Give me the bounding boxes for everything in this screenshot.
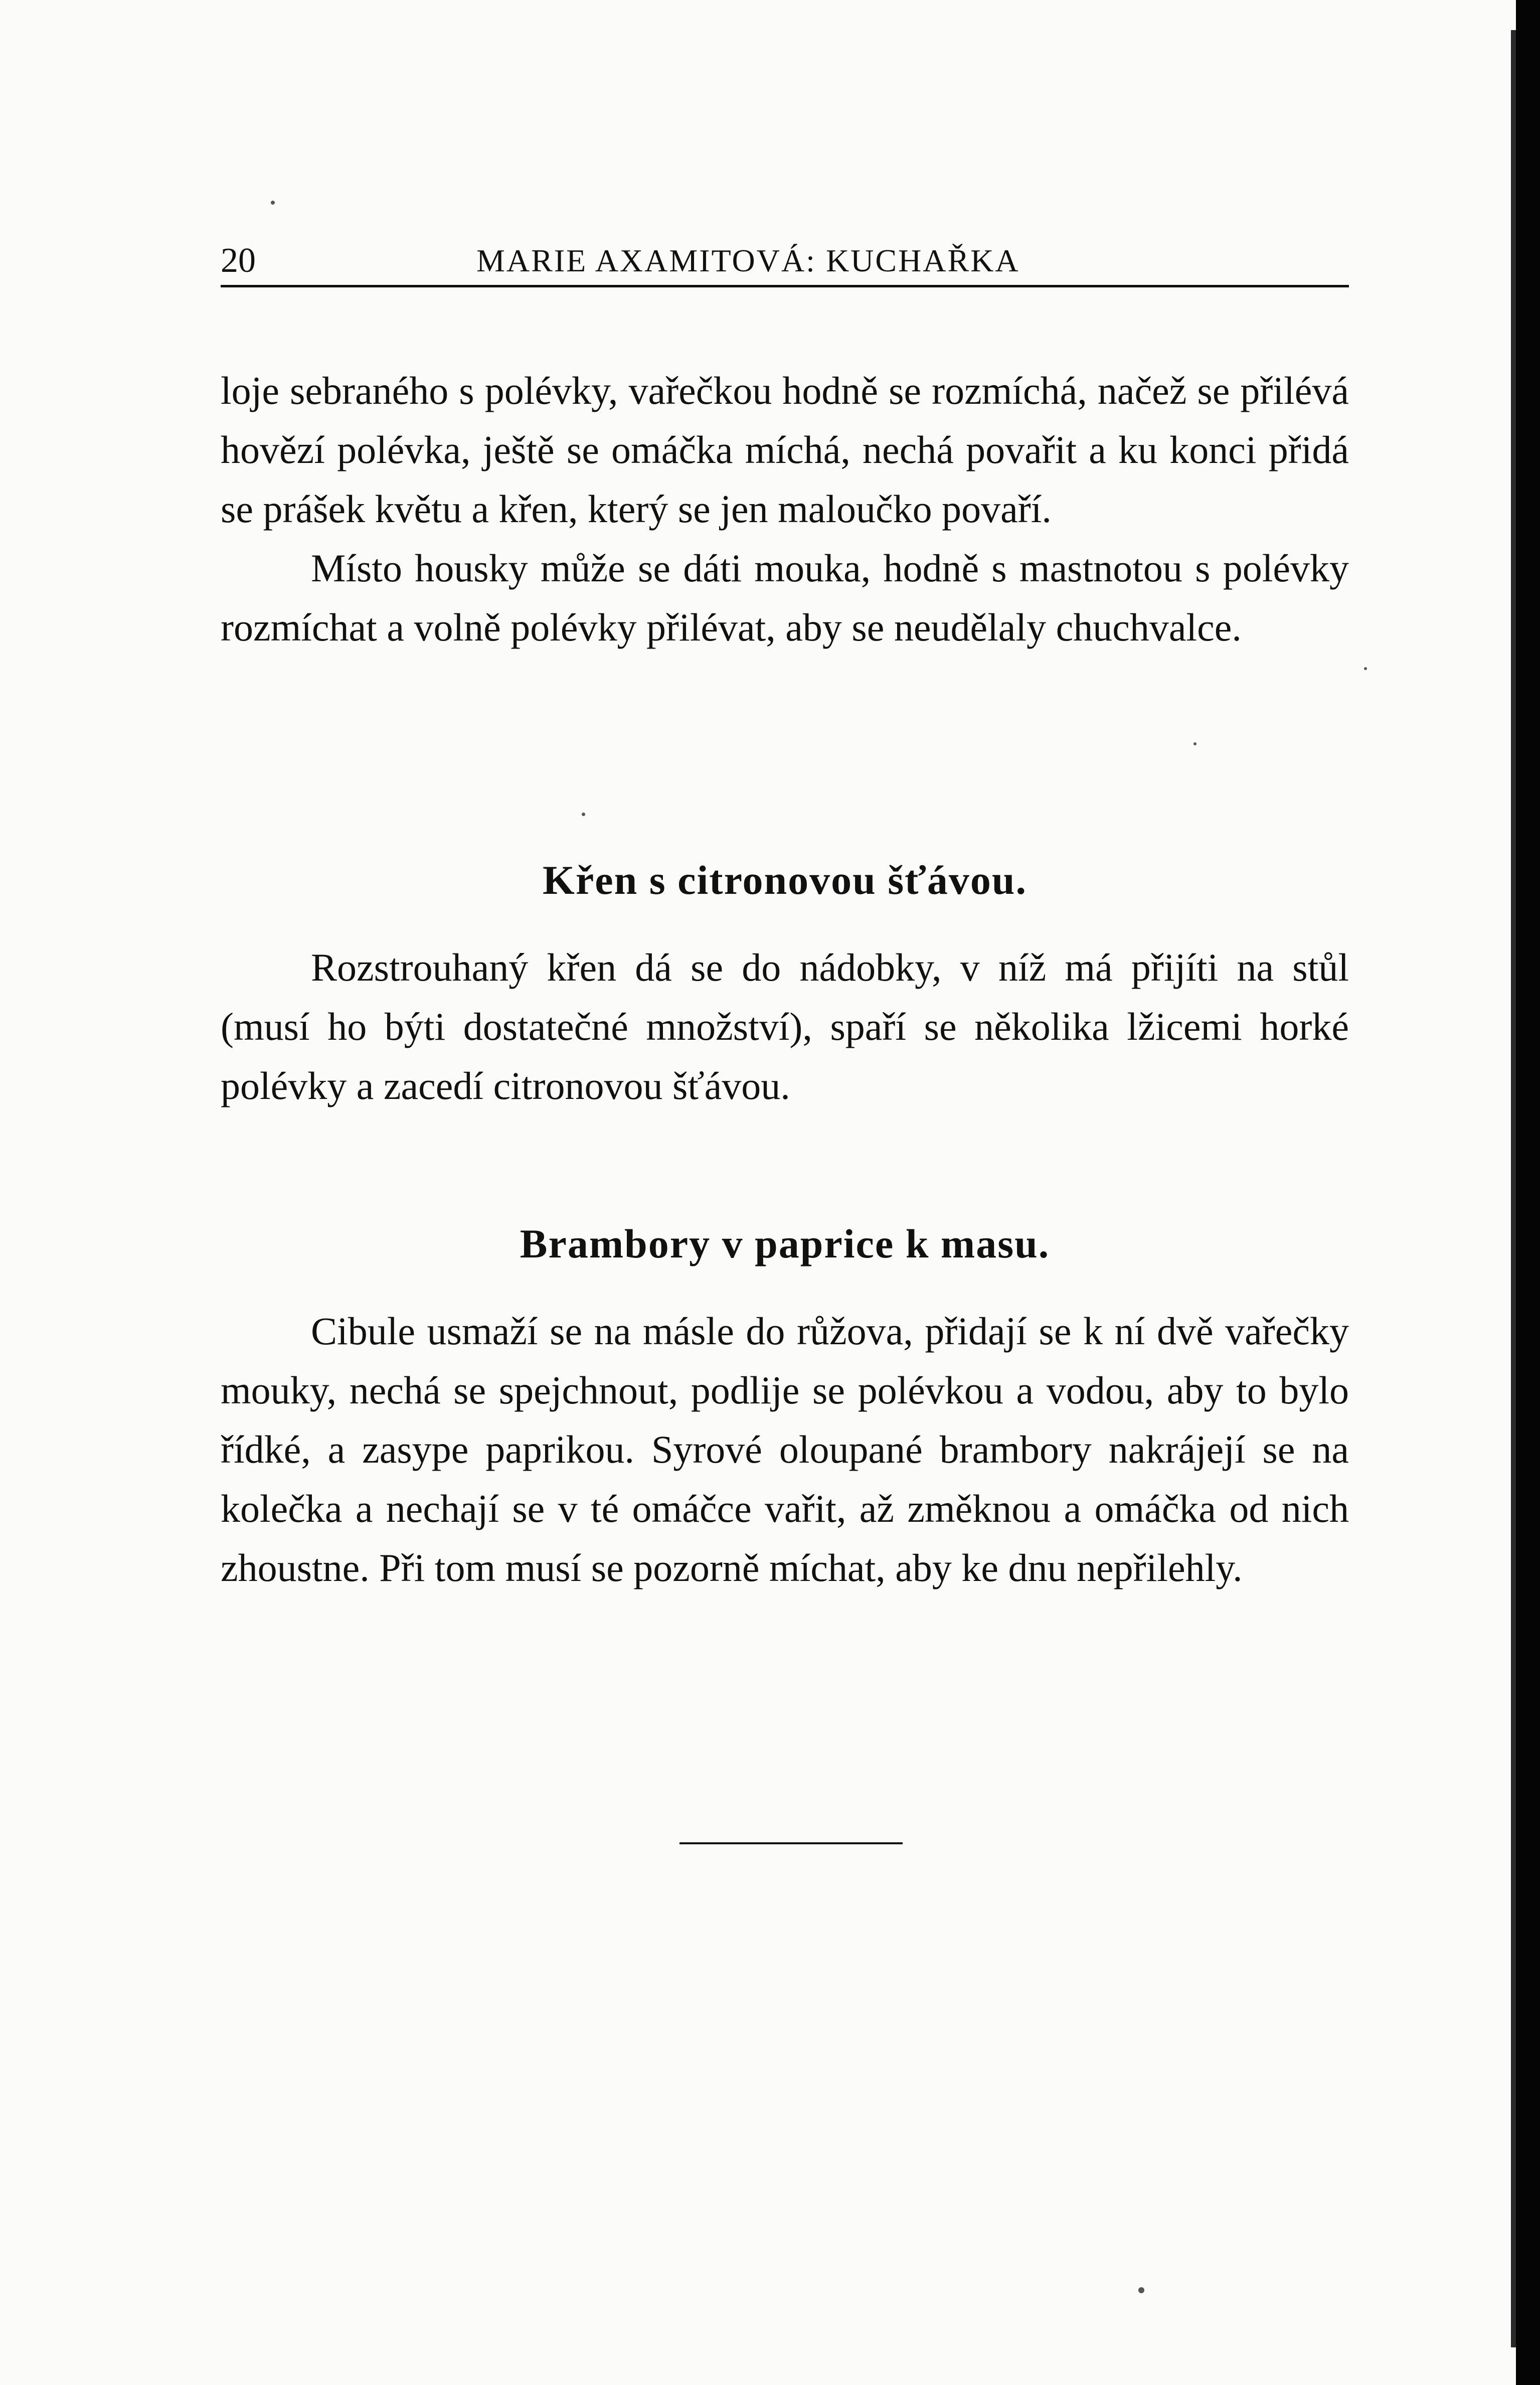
page-speck — [1193, 742, 1196, 745]
page-edge-shadow — [1511, 30, 1516, 2347]
paragraph: Cibule usmaží se na másle do růžova, přidají se k ní dvě vařečky mouky, nechá se spejchnout, podlije se polévkou a vodou, aby to bylo řídké, a zasype paprikou. Syrové oloupané brambory nakrájejí se na kolečka a nechají se v té omáčce vařit, až změknou a omáčka od nich zhoustne. Při tom musí se pozorně míchat, aby ke dnu nepřilehly. — [221, 1309, 1349, 1589]
intro-text-block — [221, 361, 1349, 657]
recipe-heading: Brambory v paprice k masu. — [520, 1221, 1050, 1266]
running-title: MARIE AXAMITOVÁ: KUCHAŘKA — [476, 243, 1020, 278]
page-edge — [1516, 0, 1540, 2385]
page-speck — [271, 201, 275, 205]
paragraph: Rozstrouhaný křen dá se do nádobky, v níž má přijíti na stůl (musí ho býti dostatečné množství), spaří se několika lžicemi horké polévky a zacedí citronovou šťávou. — [221, 945, 1349, 1107]
end-rule — [679, 1842, 903, 1844]
page-speck — [1364, 667, 1367, 670]
page-number: 20 — [221, 241, 256, 280]
page-speck — [1138, 2287, 1144, 2293]
page-header — [221, 241, 1349, 286]
paragraph: Místo housky může se dáti mouka, hodně s mastnotou s polévky rozmíchat a volně polévky přilévat, aby se neudělaly chuchvalce. — [221, 546, 1349, 649]
header-rule — [221, 285, 1349, 287]
recipe-heading: Křen s citronovou šťávou. — [543, 857, 1027, 903]
page-speck — [582, 813, 585, 816]
recipe-text-block — [221, 1302, 1349, 1598]
recipe-text-block — [221, 938, 1349, 1116]
paragraph: loje sebraného s polévky, vařečkou hodně se rozmíchá, načež se přilévá hovězí polévka, ještě se omáčka míchá, nechá povařit a ku konci přidá se prášek květu a křen, který se jen maloučko povaří. — [221, 369, 1349, 531]
